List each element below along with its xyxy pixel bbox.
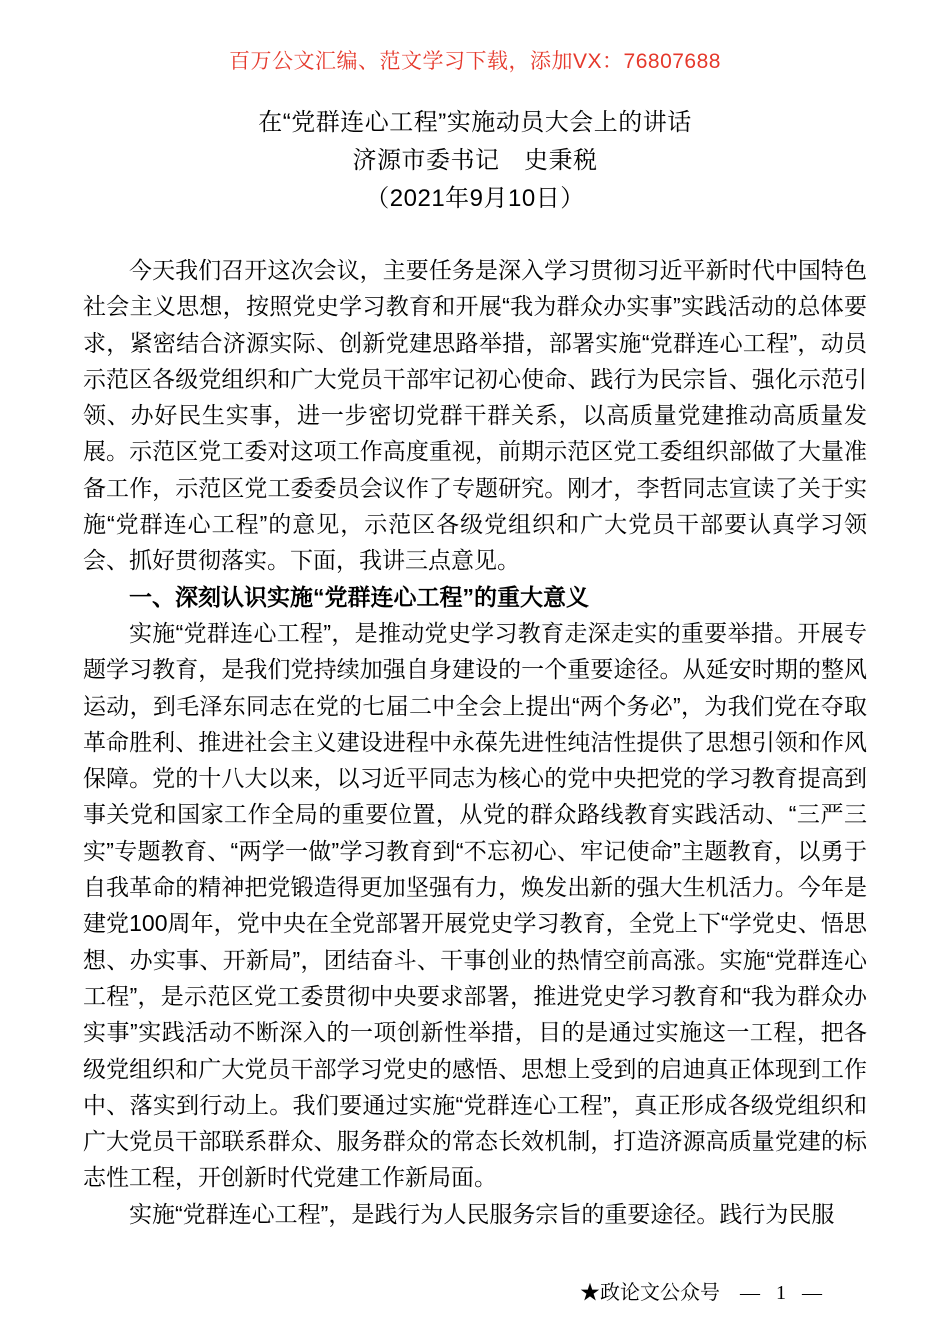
paragraph-3-clip (83, 1196, 867, 1232)
footer-dash-right: — (802, 1282, 822, 1304)
paragraph-2: 实施“党群连心工程”，是推动党史学习教育走深走实的重要举措。开展专题学习教育，是我们党持续加强自身建设的一个重要途径。从延安时期的整风运动，到毛泽东同志在党的七届二中全会上提出“两个务必”，为我们党在夺取革命胜利、推进社会主义建设进程中永葆先进性纯洁性提供了思想引领和作风保障。党的十八大以来，以习近平同志为核心的党中央把党的学习教育提高到事关党和国家工作全局的重要位置，从党的群众路线教育实践活动、“三严三实”专题教育、“两学一做”学习教育到“不忘初心、牢记使命”主题教育，以勇于自我革命的精神把党锻造得更加坚强有力，焕发出新的强大生机活力。今年是建党100周年，党中央在全党部署开展党史学习教育，全党上下“学党史、悟思想、办实事、开新局”，团结奋斗、干事创业的热情空前高涨。实施“党群连心工程”，是示范区党工委贯彻中央要求部署，推进党史学习教育和“我为群众办实事”实践活动不断深入的一项创新性举措，目的是通过实施这一工程，把各级党组织和广大党员干部学习党史的感悟、思想上受到的启迪真正体现到工作中、落实到行动上。我们要通过实施“党群连心工程”，真正形成各级党组织和广大党员干部联系群众、服务群众的常态长效机制，打造济源高质量党建的标志性工程，开创新时代党建工作新局面。 (83, 619, 867, 1191)
footer-brand: ★政论文公众号 (580, 1282, 720, 1304)
section-heading-1: 一、深刻认识实施“党群连心工程”的重大意义 (129, 583, 589, 610)
paragraph-1: 今天我们召开这次会议，主要任务是深入学习贯彻习近平新时代中国特色社会主义思想，按照党史学习教育和开展“我为群众办实事”实践活动的总体要求，紧密结合济源实际、创新党建思路举措，部署实施“党群连心工程”，动员示范区各级党组织和广大党员干部牢记初心使命、践行为民宗旨、强化示范引领、办好民生实事，进一步密切党群干群关系，以高质量党建推动高质量发展。示范区党工委对这项工作高度重视，前期示范区党工委组织部做了大量准备工作，示范区党工委委员会议作了专题研究。刚才，李哲同志宣读了关于实施“党群连心工程”的意见，示范区各级党组织和广大党员干部要认真学习领会、抓好贯彻落实。下面，我讲三点意见。 (83, 257, 867, 574)
document-title: 在“党群连心工程”实施动员大会上的讲话 (258, 109, 692, 136)
header-notice: 百万公文汇编、范文学习下载，添加VX：76807688 (229, 50, 721, 73)
page-footer (580, 1282, 822, 1304)
footer-dash-left: — (740, 1282, 760, 1304)
page-number: 1 (776, 1282, 786, 1304)
paragraph-3: 实施“党群连心工程”，是践行为人民服务宗旨的重要途径。践行为民服 (129, 1200, 835, 1227)
date-line: （2021年9月10日） (365, 185, 585, 212)
author-line: 济源市委书记 史秉税 (352, 147, 598, 174)
document-body (83, 252, 867, 1232)
